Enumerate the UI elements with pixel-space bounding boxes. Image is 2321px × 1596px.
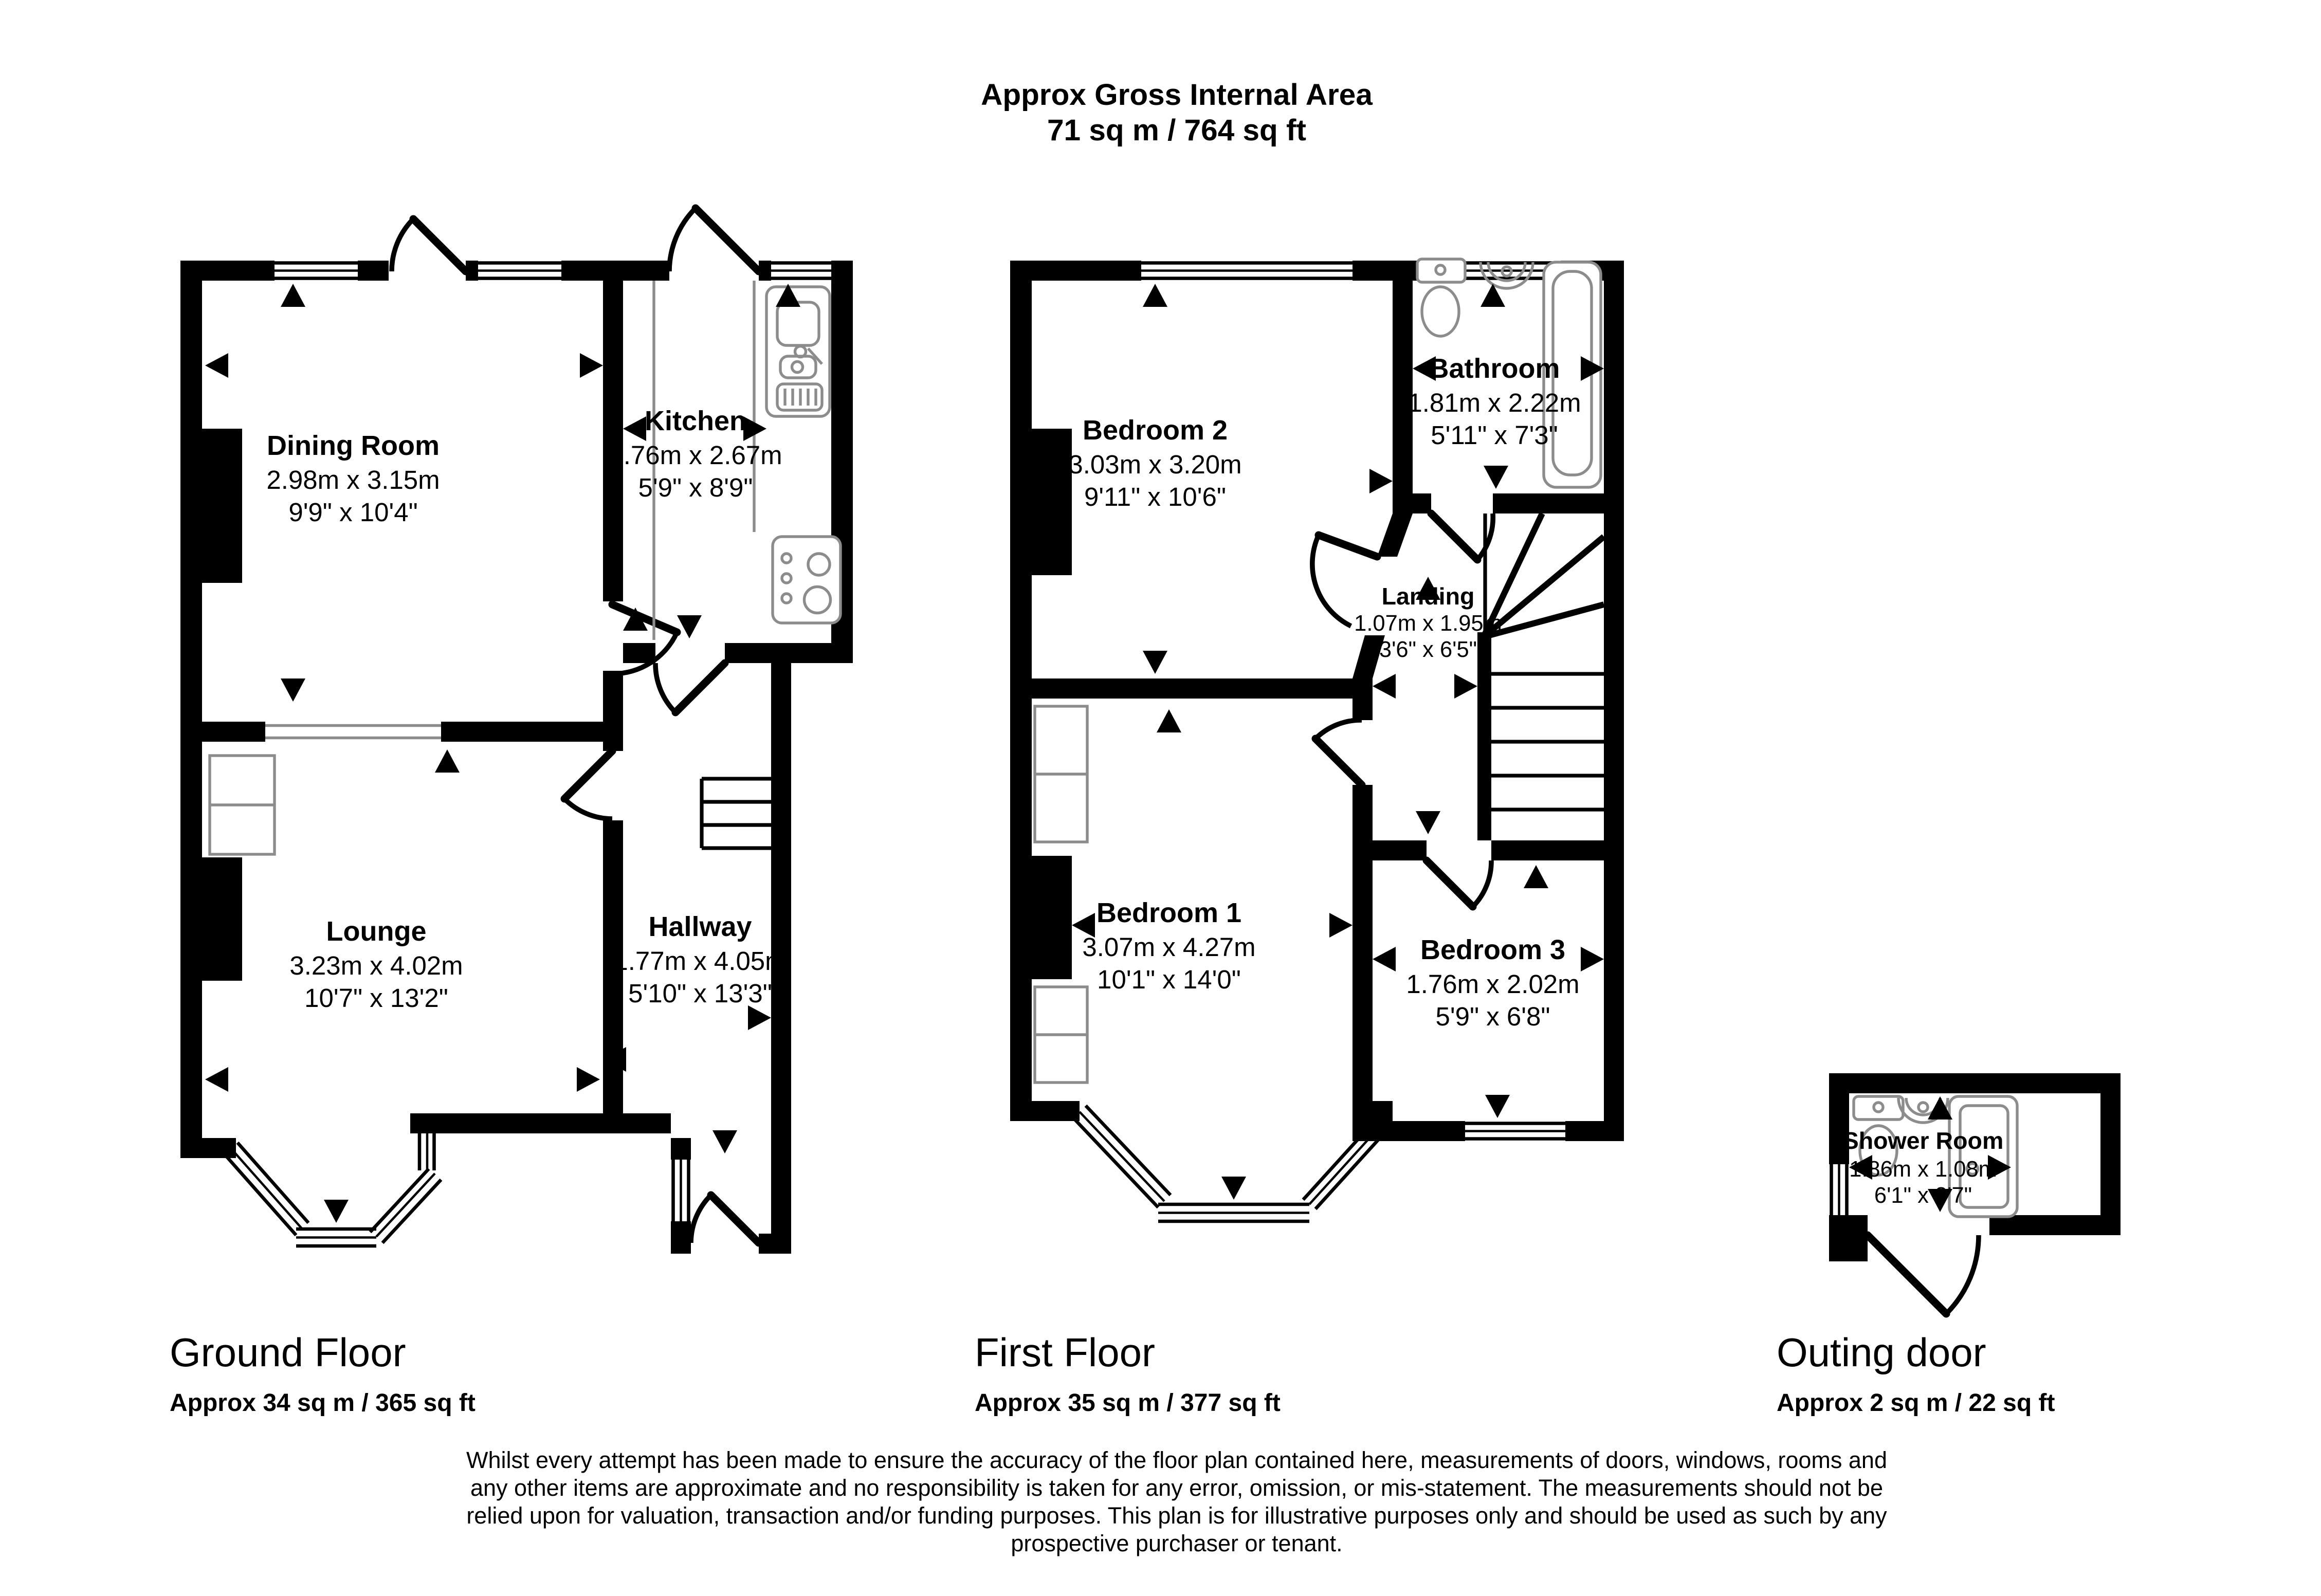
landing-metric: 1.07m x 1.95m	[1354, 611, 1502, 636]
shower-room-label: Shower Room	[1842, 1127, 2004, 1154]
bedroom2-imperial: 9'11" x 10'6"	[1084, 482, 1226, 512]
bathroom-metric: 1.81m x 2.22m	[1408, 388, 1581, 418]
hallway-imperial: 5'10" x 13'3"	[628, 979, 772, 1008]
ground-floor-plan	[180, 208, 853, 1254]
landing-imperial: 3'6" x 6'5"	[1379, 637, 1477, 662]
lounge-label: Lounge	[326, 916, 427, 947]
gross-area-title: Approx Gross Internal Area	[981, 78, 1373, 112]
disclaimer-line: any other items are approximate and no responsibility is taken for any error, omission, or mis-statement. The measurements should not be	[470, 1475, 1883, 1501]
gross-area-value: 71 sq m / 764 sq ft	[1047, 114, 1306, 147]
bedroom3-metric: 1.76m x 2.02m	[1406, 969, 1580, 999]
chimney-breast	[1032, 429, 1072, 575]
chimney-breast	[202, 429, 242, 583]
kitchen-metric: 1.76m x 2.67m	[609, 441, 782, 470]
first-floor-caption: First Floor	[975, 1330, 1155, 1375]
stairs-icon	[1484, 513, 1604, 810]
outbuilding-door	[1868, 1235, 1979, 1314]
shower-room-metric: 1.86m x 1.08m	[1849, 1157, 1997, 1182]
toilet-icon	[1417, 259, 1465, 336]
ground-floor-walls	[180, 261, 853, 1254]
bedroom1-metric: 3.07m x 4.27m	[1082, 932, 1256, 962]
dining-room-imperial: 9'9" x 10'4"	[288, 498, 418, 527]
dining-room-label: Dining Room	[267, 430, 440, 461]
disclaimer-line: prospective purchaser or tenant.	[1011, 1530, 1343, 1556]
bedroom2-metric: 3.03m x 3.20m	[1068, 450, 1242, 480]
first-floor-area: Approx 35 sq m / 377 sq ft	[975, 1389, 1281, 1417]
lounge-metric: 3.23m x 4.02m	[289, 951, 463, 980]
cupboard-lines	[210, 726, 441, 855]
stairs-icon	[702, 779, 771, 848]
bedroom3-imperial: 5'9" x 6'8"	[1435, 1002, 1550, 1031]
outbuilding-area: Approx 2 sq m / 22 sq ft	[1777, 1389, 2055, 1417]
bedroom2-label: Bedroom 2	[1082, 415, 1228, 446]
bay-window	[1073, 1106, 1391, 1221]
basin-icon	[1481, 262, 1533, 288]
hob-icon	[773, 537, 840, 623]
disclaimer-line: relied upon for valuation, transaction and/or funding purposes. This plan is for illustrative purposes only and should be used as such by any	[466, 1502, 1887, 1529]
bay-window	[225, 1133, 441, 1246]
bedroom1-imperial: 10'1" x 14'0"	[1097, 965, 1241, 994]
hallway-label: Hallway	[648, 911, 752, 942]
landing-label: Landing	[1381, 583, 1475, 610]
ground-floor-caption: Ground Floor	[170, 1330, 406, 1375]
kitchen-imperial: 5'9" x 8'9"	[638, 473, 753, 503]
dining-room-metric: 2.98m x 3.15m	[266, 465, 440, 495]
first-floor-plan	[1010, 259, 1624, 1221]
bathroom-imperial: 5'11" x 7'3"	[1431, 420, 1558, 450]
ground-floor-area: Approx 34 sq m / 365 sq ft	[170, 1389, 476, 1417]
stair-balustrade	[1477, 632, 1491, 840]
outbuilding-caption: Outing door	[1777, 1330, 1986, 1375]
disclaimer-line: Whilst every attempt has been made to ensure the accuracy of the floor plan contained here, measurements of doors, windows, rooms and	[466, 1447, 1887, 1473]
shower-room-imperial: 6'1" x 3'7"	[1874, 1183, 1972, 1208]
chimney-breast	[1032, 856, 1072, 979]
chimney-breast	[202, 857, 242, 981]
bedroom3-label: Bedroom 3	[1420, 934, 1566, 965]
lounge-imperial: 10'7" x 13'2"	[304, 983, 448, 1013]
hallway-metric: 1.77m x 4.05m	[613, 946, 787, 976]
outbuilding-plan	[1829, 1073, 2121, 1314]
kitchen-label: Kitchen	[644, 406, 747, 436]
bedroom1-label: Bedroom 1	[1096, 897, 1242, 928]
outbuilding-window	[1832, 1164, 1847, 1215]
bathroom-label: Bathroom	[1429, 353, 1560, 384]
